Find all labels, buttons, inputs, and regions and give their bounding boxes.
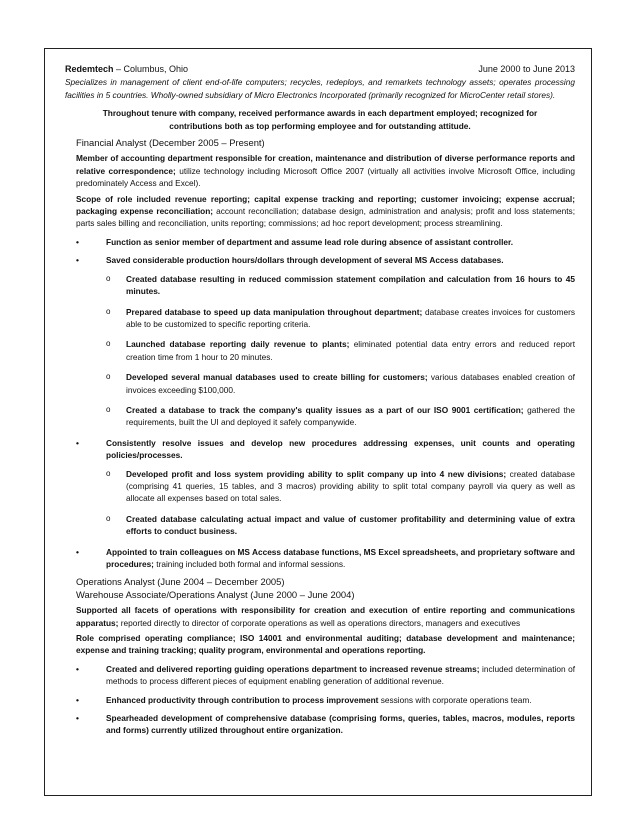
- sub-bullet-icon: o: [106, 273, 111, 283]
- job-description: [76, 604, 575, 629]
- bullet-bold: Enhanced productivity through contribution to process improvement: [106, 694, 379, 705]
- list-item: [76, 254, 575, 428]
- bullet-bold: Appointed to train colleagues on MS Access database functions, MS Excel spreadsheets, and proprietary software and procedures;: [106, 546, 575, 569]
- bullet-rest: sessions with corporate operations team.: [378, 694, 532, 705]
- sub-bullet-bold: Developed profit and loss system providing ability to split company up into 4 new divisions;: [126, 468, 507, 479]
- sub-list-item: [106, 468, 575, 505]
- job-description: [76, 152, 575, 189]
- company-description: Specializes in management of client end-of-life computers; recycles, redeploys, and remarkets technology assets; operates processing facilities in 5 countries. Wholly-owned subsidiary of Micro Electronics Incorporated (primarily recognized for MicroCenter retail stores).: [65, 77, 575, 100]
- sub-achievement-list: [106, 273, 575, 429]
- bullet-bold: Spearheaded development of comprehensive database (comprising forms, queries, tables, macros, modules, reports and forms) currently utilized throughout entire organization.: [106, 713, 575, 736]
- job-title-text: Operations Analyst: [76, 576, 155, 588]
- sub-bullet-rest: eliminated potential data entry errors and reduced report creation time from 1 hour to 20 minutes.: [126, 339, 576, 362]
- job-scope-rest: account reconciliation; database design, administration and analysis; profit and loss statements; parts sales billing and reconciliation, units reporting; commissions; ad hoc report development; process streamlining.: [76, 206, 575, 229]
- sub-bullet-rest: created database (comprising 41 queries, 15 tables, and 3 macros) providing ability to split total company payroll via query as well as allocate all expenses based on total sales.: [126, 468, 575, 504]
- bullet-rest: included determination of methods to process different pieces of equipment enabling generation of additional revenue.: [106, 663, 576, 687]
- sub-list-item: [106, 338, 575, 363]
- bullet-rest: training included both formal and informal sessions.: [153, 559, 346, 569]
- sub-bullet-icon: o: [106, 372, 111, 382]
- bullet-icon: •: [76, 437, 79, 448]
- list-item: [76, 694, 575, 706]
- bullet-text: Consistently resolve issues and develop new procedures addressing expenses, unit counts and operating policies/processes.: [106, 437, 575, 461]
- bullet-text: Function as senior member of department and assume lead role during absence of assistant controller.: [106, 236, 514, 247]
- sub-bullet-bold: Prepared database to speed up data manipulation throughout department;: [126, 306, 423, 317]
- sub-bullet-icon: o: [106, 404, 111, 414]
- job-dates: (December 2005 – Present): [146, 137, 265, 149]
- sub-bullet-bold: Developed several manual databases used to create billing for customers;: [126, 372, 428, 383]
- operations-section: [65, 576, 575, 736]
- job-title-text: Warehouse Associate/Operations Analyst: [76, 588, 248, 600]
- company-location: – Columbus, Ohio: [113, 64, 189, 74]
- bullet-icon: •: [76, 663, 79, 674]
- job-title-warehouse-associate: [76, 589, 575, 601]
- employment-dates: June 2000 to June 2013: [478, 64, 575, 74]
- bullet-text: Saved considerable production hours/dollars through development of several MS Access databases.: [106, 255, 504, 266]
- bullet-icon: •: [76, 694, 79, 705]
- sub-bullet-icon: o: [106, 339, 111, 349]
- bullet-bold: Created and delivered reporting guiding operations department to increased revenue streams;: [106, 663, 480, 674]
- bullet-icon: •: [76, 546, 79, 557]
- sub-bullet-bold: Created a database to track the company's quality issues as a part of our ISO 9001 certification;: [126, 404, 524, 415]
- company-name: Redemtech: [65, 64, 114, 74]
- job-title-financial-analyst: [76, 137, 575, 149]
- sub-bullet-rest: database creates invoices for customers able to be customized to specific reporting criteria.: [126, 306, 575, 329]
- sub-bullet-icon: o: [106, 513, 111, 523]
- resume-content: [65, 63, 575, 743]
- sub-list-item: [106, 306, 575, 331]
- tenure-summary: Throughout tenure with company, received performance awards in each department employed; recognized for contributions both as top performing employee and for outstanding attitude.: [102, 108, 538, 131]
- employer-line: [65, 63, 188, 75]
- achievement-list: [65, 236, 575, 571]
- sub-achievement-list: [106, 468, 575, 538]
- job-scope-bold: Role comprised operating compliance; ISO 14001 and environmental auditing; database development and maintenance; expense and training tracking; quality program, environmental and operations reporting.: [76, 633, 575, 656]
- sub-list-item: [106, 273, 575, 298]
- achievement-list: [65, 663, 575, 737]
- list-item: [76, 236, 575, 248]
- job-description-rest: reported directly to director of corporate operations as well as operations directors, managers and executives: [118, 617, 521, 628]
- sub-bullet-icon: o: [106, 306, 111, 316]
- job-description-rest: utilize technology including Microsoft Office 2007 (virtually all activities involve Microsoft Office, including predominately Access and Excel).: [76, 165, 575, 189]
- sub-bullet-rest: various databases enabled creation of invoices exceeding $100,000.: [126, 372, 575, 395]
- sub-bullet-icon: o: [106, 468, 111, 478]
- sub-bullet-bold: Created database calculating actual impact and value of customer profitability and determining value of extra efforts to conduct business.: [126, 513, 575, 537]
- bullet-icon: •: [76, 255, 79, 266]
- list-item: [76, 712, 575, 737]
- list-item: [76, 437, 575, 538]
- job-scope: [76, 632, 575, 657]
- list-item: [76, 663, 575, 688]
- job-dates: (June 2000 – June 2004): [247, 588, 355, 600]
- job-scope: [76, 193, 575, 230]
- sub-bullet-bold: Launched database reporting daily revenue to plants;: [126, 339, 350, 350]
- job-title-operations-analyst: [76, 576, 575, 588]
- sub-list-item: [106, 513, 575, 538]
- sub-list-item: [106, 371, 575, 396]
- sub-list-item: [106, 404, 575, 429]
- job-title-text: Financial Analyst: [76, 137, 147, 149]
- sub-bullet-rest: gathered the requirements, built the UI and deployed it safely companywide.: [126, 404, 575, 428]
- employer-header: [65, 63, 575, 75]
- sub-bullet-bold: Created database resulting in reduced commission statement compilation and calculation from 16 hours to 45 minutes.: [126, 273, 575, 297]
- bullet-icon: •: [76, 236, 79, 247]
- job-scope-bold: Scope of role included revenue reporting; capital expense tracking and reporting; customer invoicing; expense accrual; packaging expense reconciliation;: [76, 193, 575, 217]
- job-description-bold: Supported all facets of operations with responsibility for creation and execution of entire reporting and communications apparatus;: [76, 605, 575, 628]
- list-item: [76, 546, 575, 571]
- job-description-bold: Member of accounting department responsible for creation, maintenance and distribution of diverse performance reports and relative correspondence;: [76, 153, 575, 176]
- bullet-icon: •: [76, 713, 79, 724]
- job-dates: (June 2004 – December 2005): [154, 576, 285, 588]
